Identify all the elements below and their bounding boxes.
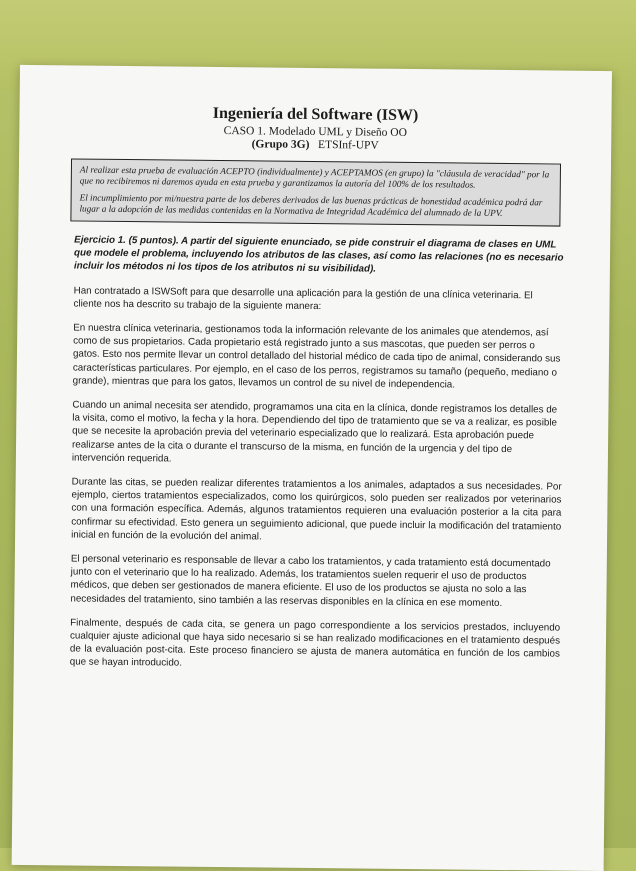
document-title: Ingeniería del Software (ISW) [212, 104, 419, 125]
exam-sheet [12, 65, 612, 871]
school-label: ETSInf-UPV [318, 139, 379, 152]
document-body [70, 233, 565, 674]
document-header [19, 103, 611, 154]
paragraph-treatments: Durante las citas, se pueden realizar diferentes tratamientos a los animales, adaptados a sus necesidades. Por ejemplo, ciertos tratamientos especializados, como los quirúrgicos, solo pueden ser realizados por veterinarios con una formación específica. Además, algunos tratamientos requieren una evaluación posterior a la cita para confirmar su efectividad. Esto genera un seguimiento adicional, que puede incluir la modificación del tratamiento inicial en función de la evolución del animal. [71, 476, 562, 543]
exercise-statement: Ejercicio 1. (5 puntos). A partir del siguiente enunciado, se pide construir el diagrama de clases en UML que modele el problema, incluyendo los atributos de las clases, así como las relaciones (no es necesario incluir los métodos ni los tipos de los atributos ni su visibilidad). [73, 234, 564, 276]
document-subtitle: CASO 1. Modelado UML y Diseño OO [223, 125, 408, 139]
paragraph-intro: Han contratado a ISWSoft para que desarrolle una aplicación para la gestión de una clínica veterinaria. El cliente nos ha descrito su trabajo de la siguiente manera: [73, 285, 533, 312]
paragraph-staff: El personal veterinario es responsable de llevar a cabo los tratamientos, y cada tratamiento está documentado junto con el veterinario que lo ha realizado. Además, los tratamientos suelen requerir el uso de productos médicos, que deben ser gestionados de manera eficiente. El uso de los productos se ajusta no solo a las necesidades del tratamiento, sino también a las reservas disponibles en la clínica en ese momento. [70, 553, 551, 609]
paragraph-payment: Finalmente, después de cada cita, se genera un pago correspondiente a los servicios prestados, incluyendo cualquier ajuste adicional que haya sido necesario si se han realizado modificaciones en el tratamiento después de la evaluación post-cita. Este proceso financiero se ajusta de manera automática en función de los cambios que se hayan introducido. [69, 617, 561, 670]
group-label: (Grupo 3G) [251, 138, 310, 151]
paragraph-appointments: Cuando un animal necesita ser atendido, programamos una cita en la clínica, donde registramos los detalles de la visita, como el motivo, la fecha y la hora. Dependiendo del tipo de tratamiento que se va a realizar, es posible que se necesite la aprobación previa del veterinario especializado que lo realizará. Esta aprobación puede realizarse antes de la cita o durante el transcurso de la misma, en función de la urgencia y del tipo de intervención requerida. [71, 399, 558, 465]
paragraph-animals: En nuestra clínica veterinaria, gestionamos toda la información relevante de los animales que atendemos, así como de sus propietarios. Cada propietario está registrado junto a sus mascotas, que pueden ser perros o gatos. Esto nos permite llevar un control detallado del historial médico de cada tipo de animal, considerando sus características particulares. Por ejemplo, en el caso de los perros, registramos su tamaño (pequeño, mediano o grande), mientras que para los gatos, llevamos un control de su nivel de independencia. [72, 322, 561, 391]
notice-veracity: Al realizar esta prueba de evaluación ACEPTO (individualmente) y ACEPTAMOS (en grupo) la "cláusula de veracidad" por la que no recibiremos ni daremos ayuda en esta prueba y garantizamos la autoría del 100% de los resultados. [79, 164, 550, 190]
notice-integrity: El incumplimiento por mi/nuestra parte de los deberes derivados de las buenas prácticas de honestidad académica podrá dar lugar a la adopción de las medidas contenidas en la Normativa de Integridad Académica del alumnado de la UPV. [79, 192, 543, 218]
honesty-notice-box [70, 158, 561, 226]
